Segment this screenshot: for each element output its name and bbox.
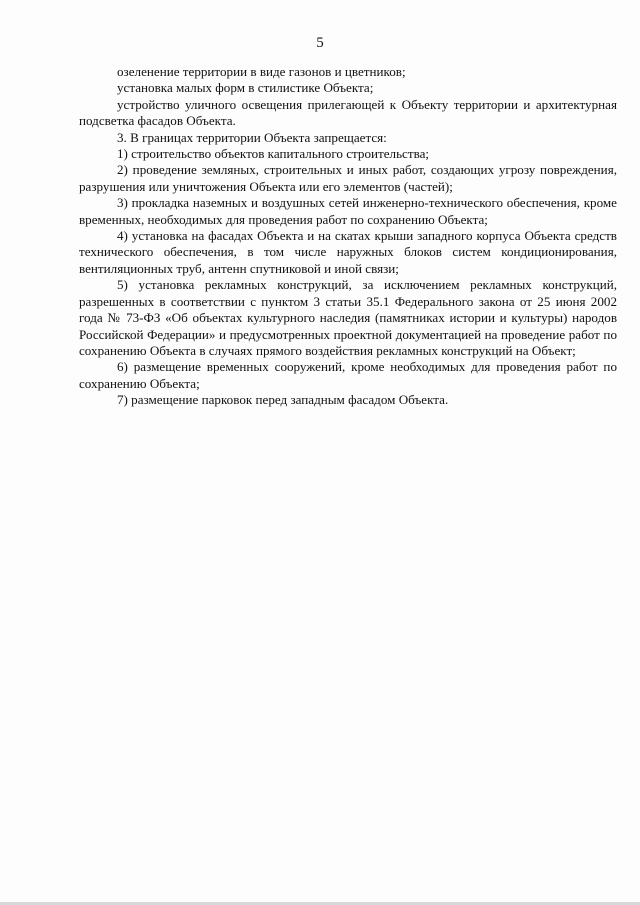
paragraph-item-4: 4) установка на фасадах Объекта и на скатах крыши западного корпуса Объекта средств технического обеспечения, в том числе наружных блоков систем кондиционирования, вентиляционных труб, антенн спутниковой и иной связи; (79, 228, 617, 276)
document-body (79, 64, 617, 409)
paragraph-landscaping: озеленение территории в виде газонов и цветников; (117, 64, 406, 79)
paragraph-item-2: 2) проведение земляных, строительных и иных работ, создающих угрозу повреждения, разрушения или уничтожения Объекта или его элементов (частей); (79, 162, 617, 194)
paragraph-lighting: устройство уличного освещения прилегающей к Объекту территории и архитектурная подсветка фасадов Объекта. (79, 96, 617, 129)
paragraph-item-6: 6) размещение временных сооружений, кроме необходимых для проведения работ по сохранению Объекта; (79, 359, 617, 391)
paragraph-item-3: 3) прокладка наземных и воздушных сетей инженерно-технического обеспечения, кроме временных, необходимых для проведения работ по сохранению Объекта; (79, 195, 617, 227)
page-number: 5 (316, 35, 324, 51)
paragraph-small-forms: установка малых форм в стилистике Объекта; (117, 80, 374, 96)
paragraph-item-7: 7) размещение парковок перед западным фасадом Объекта. (117, 392, 449, 408)
paragraph-item-1: 1) строительство объектов капитального строительства; (117, 146, 430, 162)
paragraph-item-5: 5) установка рекламных конструкций, за исключением рекламных конструкций, разрешенных в соответствии с пунктом 3 статьи 35.1 Федерального закона от 25 июня 2002 года № 73-ФЗ «Об объектах культурного наследия (памятниках истории и культуры) народов Российской Федерации» и предусмотренных проектной документацией на проведение работ по сохранению Объекта в случаях прямого воздействия рекламных конструкций на Объект; (79, 277, 617, 358)
paragraph-prohibited-heading: 3. В границах территории Объекта запрещается: (117, 129, 387, 145)
